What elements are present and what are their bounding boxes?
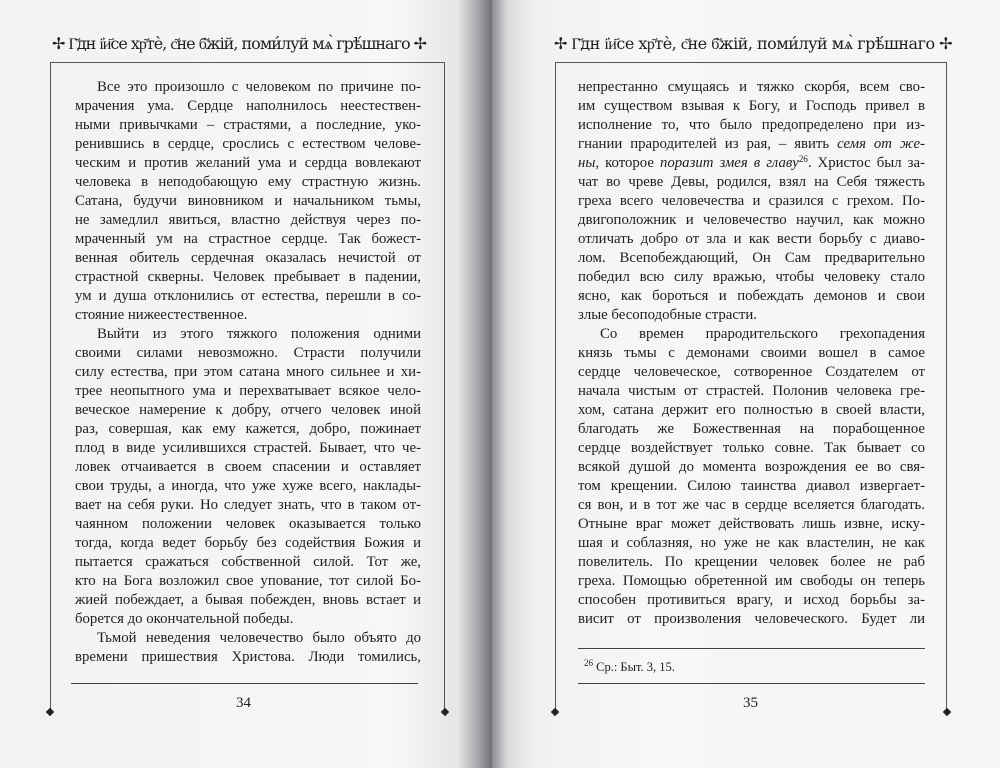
diamond-ornament-icon — [551, 708, 559, 716]
text-line — [578, 496, 925, 515]
diamond-ornament-icon — [943, 708, 951, 716]
text-line — [75, 591, 421, 610]
text-segment: ренившись в сердце, срослись с естеством челове- — [75, 136, 421, 152]
text-line — [578, 591, 925, 610]
text-line — [75, 496, 421, 515]
text-segment: том крещении. Силою таинства диавол извергает- — [578, 478, 925, 494]
text-segment: человека в неподобающую ему страстную жизнь. — [75, 174, 421, 190]
footnote-mark: 26 — [584, 658, 593, 668]
text-segment: ны — [578, 155, 596, 171]
text-segment: ся вон, и в тот же час в сердце вселяется благодать. — [578, 497, 925, 513]
text-segment: ум и душа отклонились от естества, перешли в со- — [75, 288, 421, 304]
text-line — [75, 515, 421, 534]
footnote-rule — [578, 648, 925, 649]
text-segment: князь тьмы с демонами своими вошел в самое — [578, 345, 925, 361]
text-line — [578, 287, 925, 306]
text-segment: стояние нижеестественное. — [75, 307, 248, 323]
text-segment: , которое — [595, 155, 660, 171]
text-segment: исполнение то, что было предопределено при из- — [578, 117, 925, 133]
text-line — [578, 344, 925, 363]
text-segment: жией побеждает, а бывая побежден, вновь встает и — [75, 592, 421, 608]
text-segment: Выйти из этого тяжкого положения одними — [97, 326, 421, 342]
text-line — [578, 458, 925, 477]
text-line — [578, 420, 925, 439]
text-line — [578, 477, 925, 496]
page-header: ✢ Г҃дн і҆и҃се хр҃тѐ, с҃не б҃жій, поми́луй мѧ̀ грѣ́шнаго ✢ — [52, 34, 427, 53]
text-line — [75, 78, 421, 97]
text-line — [75, 211, 421, 230]
text-line — [75, 363, 421, 382]
text-segment: силу естества, при этом сатана много сильнее и хи- — [75, 364, 421, 380]
text-segment: Все это произошло с человеком по причине по- — [97, 79, 421, 95]
text-segment: своими силами невозможно. Страсти получили — [75, 345, 421, 361]
text-segment: злые бесоподобные страсти. — [578, 307, 757, 323]
text-segment: висит от произволения человеческого. Будет ли — [578, 611, 925, 627]
text-line — [75, 534, 421, 553]
text-line — [75, 135, 421, 154]
text-segment: начала чистым от страстей. Полонив человека гре- — [578, 383, 925, 399]
text-segment: им существом взывая к Богу, и Господь привел в — [578, 98, 925, 114]
text-line — [578, 382, 925, 401]
text-segment: греха. Помощью обретенной им свободы он теперь — [578, 573, 925, 589]
text-line — [578, 534, 925, 553]
text-segment: ясно, как бороться и побеждать демонов и свои — [578, 288, 925, 304]
text-segment: гнании прародителей из рая, – явить — [578, 136, 838, 152]
text-segment: раз, совершая, как ему кажется, добро, пожинает — [75, 421, 421, 437]
footnote — [584, 659, 675, 675]
text-line — [578, 154, 925, 173]
text-segment: плод в виде усилившихся страстей. Бывает, что че- — [75, 440, 421, 456]
text-line — [75, 287, 421, 306]
text-line — [578, 553, 925, 572]
text-line — [75, 610, 421, 629]
text-segment: ными привычками – страстями, а последние, уко- — [75, 117, 421, 133]
text-line — [578, 610, 925, 629]
text-segment: двигоположник и человечество научил, как можно — [578, 212, 925, 228]
text-segment: лом. Всепобеждающий, Он Сам предварительно — [578, 250, 925, 266]
text-line — [75, 458, 421, 477]
left-page — [0, 0, 492, 768]
bottom-rule — [578, 683, 925, 684]
text-line — [75, 173, 421, 192]
text-segment: мрачения ума. Сердце наполнилось неестествен- — [75, 98, 421, 114]
text-segment: хом, сатана держит его полностью в своей власти, — [578, 402, 925, 418]
text-line — [578, 211, 925, 230]
text-line — [578, 572, 925, 591]
text-line — [578, 363, 925, 382]
text-line — [75, 249, 421, 268]
text-line — [75, 97, 421, 116]
text-segment: борется до окончательной победы. — [75, 611, 294, 627]
text-segment: кто на Бога возложил свое упование, тот силой Бо- — [75, 573, 421, 589]
text-segment: шая и соблазняя, но уже не как властелин, не как — [578, 535, 925, 551]
text-segment: трее неопытного ума и перехватывает всякое чело- — [75, 383, 421, 399]
text-line — [75, 116, 421, 135]
page-number: 34 — [236, 695, 251, 711]
text-line — [578, 439, 925, 458]
text-line — [578, 192, 925, 211]
text-segment: вает на себя руки. Но следует знать, что в таком от- — [75, 497, 421, 513]
text-segment: тогда, когда ведет борьбу без содействия Божия и — [75, 535, 421, 551]
text-line — [578, 268, 925, 287]
text-segment: веческое намерение к добру, отчего человек иной — [75, 402, 421, 418]
text-line — [75, 420, 421, 439]
text-segment: Сатана, будучи виновником и начальником тьмы, — [75, 193, 421, 209]
text-segment: пытается сражаться собственной силой. Тот же, — [75, 554, 421, 570]
text-segment: чаянном положении человек оказывается только — [75, 516, 421, 532]
text-segment: греха всего человечества и сразился с грехом. По- — [578, 193, 925, 209]
text-segment: времени пришествия Христова. Люди томились, — [75, 649, 421, 665]
text-line — [75, 477, 421, 496]
page-text — [578, 78, 925, 629]
text-segment: победил всю силу вражью, чтобы человеку стало — [578, 269, 925, 285]
text-segment: сердце воздействует только совне. Так бывает со — [578, 440, 925, 456]
footnote-text: Ср.: Быт. 3, 15. — [593, 660, 675, 674]
text-line — [578, 116, 925, 135]
text-line — [75, 192, 421, 211]
text-line — [75, 648, 421, 667]
text-segment: сердце человеческое, сотворенное Создателем от — [578, 364, 925, 380]
text-line — [578, 78, 925, 97]
text-line — [578, 325, 925, 344]
text-line — [75, 230, 421, 249]
page-header: ✢ Г҃дн і҆и҃се хр҃тѐ, с҃не б҃жій, поми́луй мѧ̀ грѣ́шнаго ✢ — [554, 34, 953, 53]
footnote-reference: 26 — [798, 154, 808, 164]
text-segment: не замедлил явиться, властно действуя через по- — [75, 212, 421, 228]
text-segment: ловек отчаивается в своем спасении и оставляет — [75, 459, 421, 475]
page-text — [75, 78, 421, 667]
text-line — [578, 249, 925, 268]
text-segment: Отныне враг может действовать лишь извне, иску- — [578, 516, 925, 532]
text-line — [75, 325, 421, 344]
text-segment: благодать же Божественная на порабощенное — [578, 421, 925, 437]
text-segment: отличать добро от зла и как вести борьбу с диаво- — [578, 231, 925, 247]
text-line — [578, 173, 925, 192]
text-line — [75, 268, 421, 287]
diamond-ornament-icon — [46, 708, 54, 716]
bottom-rule — [71, 683, 418, 684]
text-line — [578, 401, 925, 420]
text-segment: всякой душой до момента возрождения ее во свя- — [578, 459, 925, 475]
text-line — [578, 230, 925, 249]
text-segment: семя от же- — [837, 136, 925, 152]
page-number: 35 — [743, 695, 758, 711]
text-segment: свои труды, а иногда, что уже хуже всего, наклады- — [75, 478, 421, 494]
text-line — [75, 572, 421, 591]
text-line — [578, 306, 925, 325]
text-line — [75, 439, 421, 458]
text-segment: поразит змея в главу — [659, 155, 799, 171]
text-segment: . Христос был за- — [807, 155, 925, 171]
text-segment: мраченный ум на страстное сердце. Так божест- — [75, 231, 421, 247]
text-line — [578, 97, 925, 116]
text-segment: страстной скверны. Человек пребывает в падении, — [75, 269, 421, 285]
text-line — [578, 515, 925, 534]
text-line — [75, 382, 421, 401]
text-line — [75, 344, 421, 363]
text-segment: Тьмой неведения человечество было объято до — [97, 630, 421, 646]
text-segment: Со времен прародительского грехопадения — [600, 326, 925, 342]
right-page — [492, 0, 1000, 768]
text-segment: способен противиться врагу, и исход борьбы за- — [578, 592, 925, 608]
diamond-ornament-icon — [441, 708, 449, 716]
text-line — [75, 306, 421, 325]
text-line — [75, 401, 421, 420]
text-segment: чат во чреве Девы, родился, взял на Себя тяжесть — [578, 174, 925, 190]
text-line — [75, 553, 421, 572]
text-line — [578, 135, 925, 154]
text-segment: непрестанно смущаясь и тяжко скорбя, всем сво- — [578, 79, 925, 95]
text-line — [75, 154, 421, 173]
text-segment: венная обитель сердечная оказалась нечистой от — [75, 250, 421, 266]
text-segment: ческим и против желаний ума и сердца вовлекают — [75, 155, 421, 171]
text-segment: повелитель. По крещении человек более не раб — [578, 554, 925, 570]
text-line — [75, 629, 421, 648]
